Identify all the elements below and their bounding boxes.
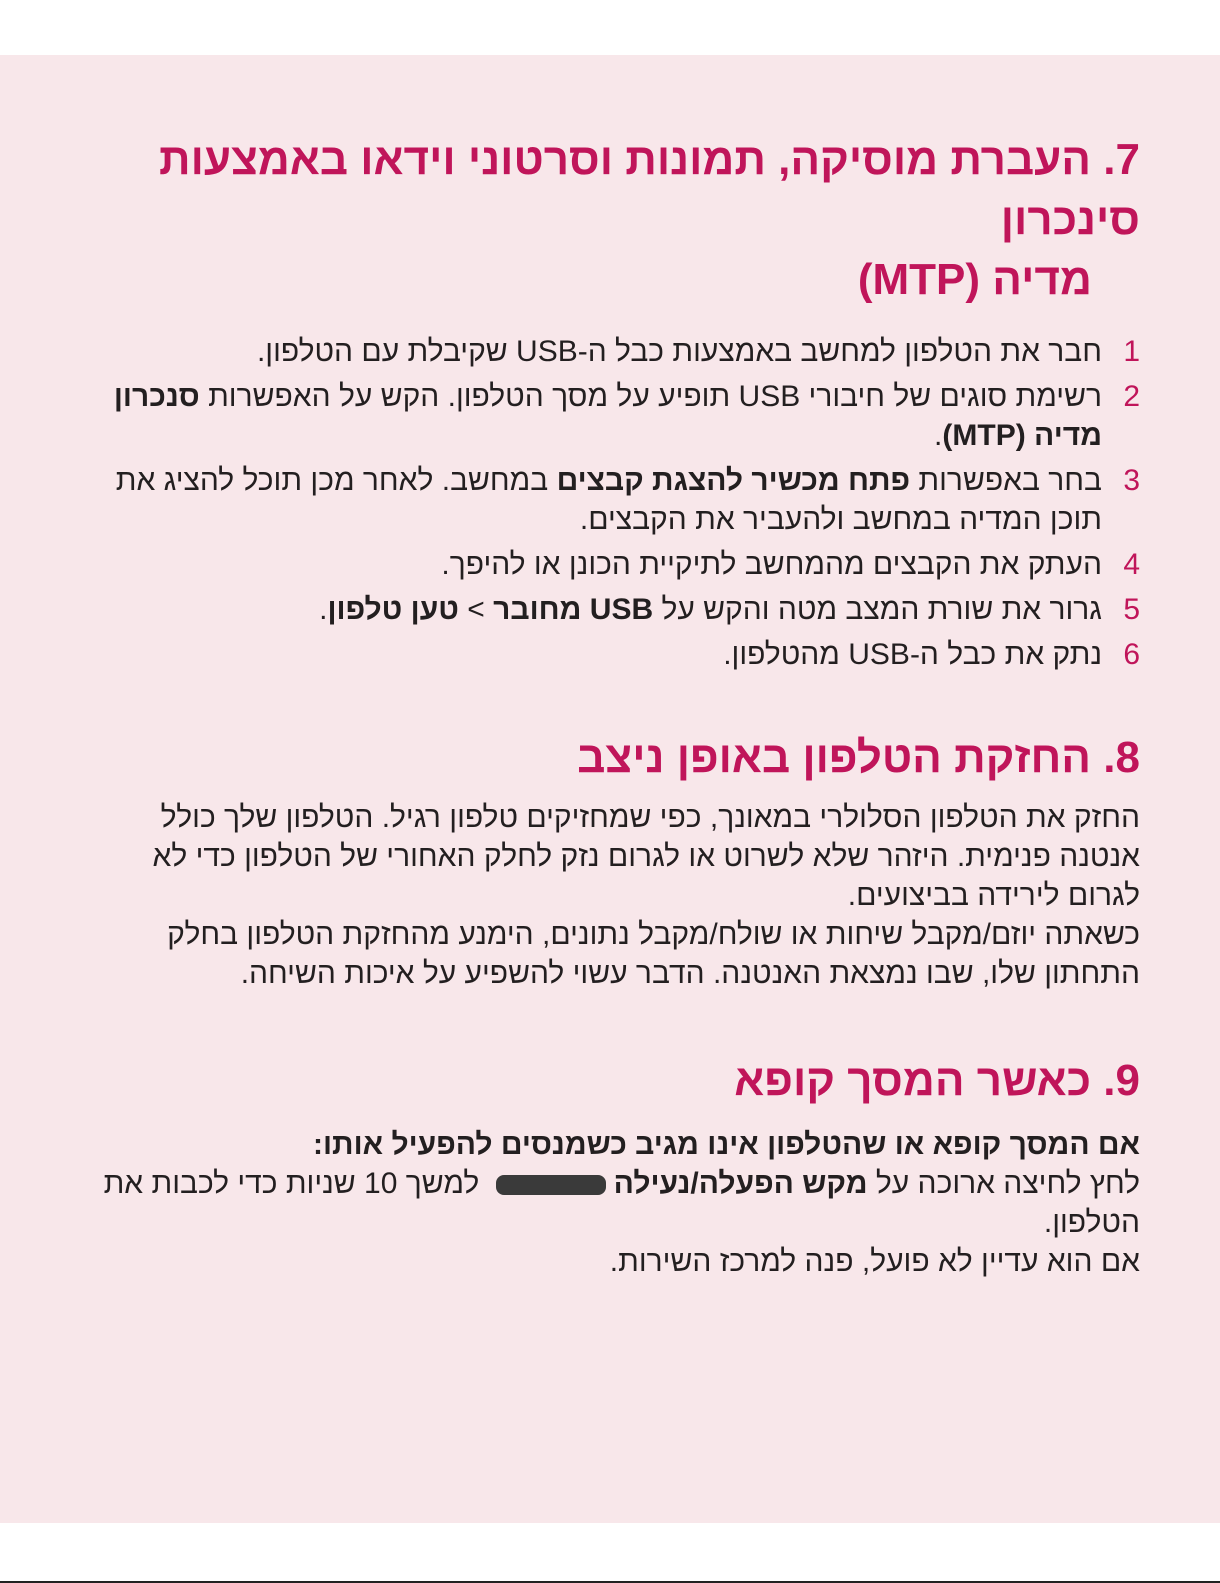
section-8-paragraph-2: כשאתה יוזם/מקבל שיחות או שולח/מקבל נתונים, הימנע מהחזקת הטלפון בחלק התחתון שלו, שבו נמצאת האנטנה. הדבר עשוי להשפיע על איכות השיחה.	[167, 918, 1140, 990]
section-8-number: 8.	[1103, 733, 1140, 782]
step-number: 6	[1123, 638, 1140, 671]
step-number: 5	[1123, 593, 1140, 626]
section-holding-phone	[80, 728, 1140, 993]
step-number: 4	[1123, 548, 1140, 581]
para-text: לחץ לחיצה ארוכה על	[867, 1167, 1140, 1200]
mtp-steps-list	[80, 332, 1140, 674]
section-9-lead: אם המסך קופא או שהטלפון אינו מגיב כשמנסים להפעיל אותו:	[313, 1128, 1140, 1161]
step-bold-option: סנכרון מדיה (MTP)	[113, 380, 1102, 452]
section-7-heading	[80, 130, 1140, 310]
section-8-paragraph-1: החזק את הטלפון הסלולרי במאונך, כפי שמחזיקים טלפון רגיל. הטלפון שלך כולל אנטנה פנימית. היזהר שלא לשרוט או לגרום נזק לחלק האחורי של הטלפון כדי לא לגרום לירידה בביצועים.	[152, 801, 1140, 912]
step-number: 1	[1123, 335, 1140, 368]
section-9-heading	[80, 1051, 1140, 1111]
step-item	[80, 545, 1140, 584]
section-9-paragraph-2: אם הוא עדיין לא פועל, פנה למרכז השירות.	[609, 1245, 1140, 1278]
manual-page	[0, 55, 1220, 1523]
step-bold-usb: USB מחובר	[493, 593, 654, 626]
step-bold-charge: טען טלפון	[327, 593, 459, 626]
section-7-number: 7.	[1103, 135, 1140, 184]
para-text-end: למשך 10 שניות כדי לכבות את הטלפון.	[103, 1167, 1140, 1239]
section-7-title-line1: העברת מוסיקה, תמונות וסרטוני וידאו באמצעות סינכרון	[159, 135, 1140, 244]
section-mtp	[80, 130, 1140, 674]
power-key-label: מקש הפעלה/נעילה	[613, 1167, 868, 1200]
step-text: חבר את הטלפון למחשב באמצעות כבל ה-USB שקיבלת עם הטלפון.	[256, 335, 1102, 368]
step-text-end: .	[319, 593, 328, 626]
step-item	[80, 461, 1140, 539]
step-number: 3	[1123, 464, 1140, 497]
step-text: העתק את הקבצים מהמחשב לתיקיית הכונן או להיפך.	[441, 548, 1102, 581]
section-screen-freezes	[80, 1051, 1140, 1281]
section-9-title: כאשר המסך קופא	[734, 1056, 1092, 1105]
step-bold-option: פתח מכשיר להצגת קבצים	[556, 464, 911, 497]
page-content	[80, 130, 1140, 1281]
section-8-heading	[80, 728, 1140, 788]
step-number: 2	[1123, 380, 1140, 413]
step-text: רשימת סוגים של חיבורי USB תופיע על מסך הטלפון. הקש על האפשרות	[199, 380, 1102, 413]
step-text-end: .	[934, 419, 943, 452]
section-9-paragraph-1	[80, 1164, 1140, 1242]
section-9-number: 9.	[1103, 1056, 1140, 1105]
step-separator: >	[458, 593, 494, 626]
section-7-title-line2: מדיה (MTP)	[857, 255, 1092, 304]
step-item	[80, 590, 1140, 629]
step-item	[80, 332, 1140, 371]
step-text: בחר באפשרות	[910, 464, 1102, 497]
step-item	[80, 635, 1140, 674]
step-text: גרור את שורת המצב מטה והקש על	[653, 593, 1102, 626]
power-key-icon	[496, 1175, 606, 1195]
step-item	[80, 377, 1140, 455]
section-8-title: החזקת הטלפון באופן ניצב	[577, 733, 1092, 782]
step-text-end: במחשב. לאחר מכן תוכל להציג את תוכן המדיה במחשב ולהעביר את הקבצים.	[115, 464, 1102, 536]
step-text: נתק את כבל ה-USB מהטלפון.	[723, 638, 1102, 671]
